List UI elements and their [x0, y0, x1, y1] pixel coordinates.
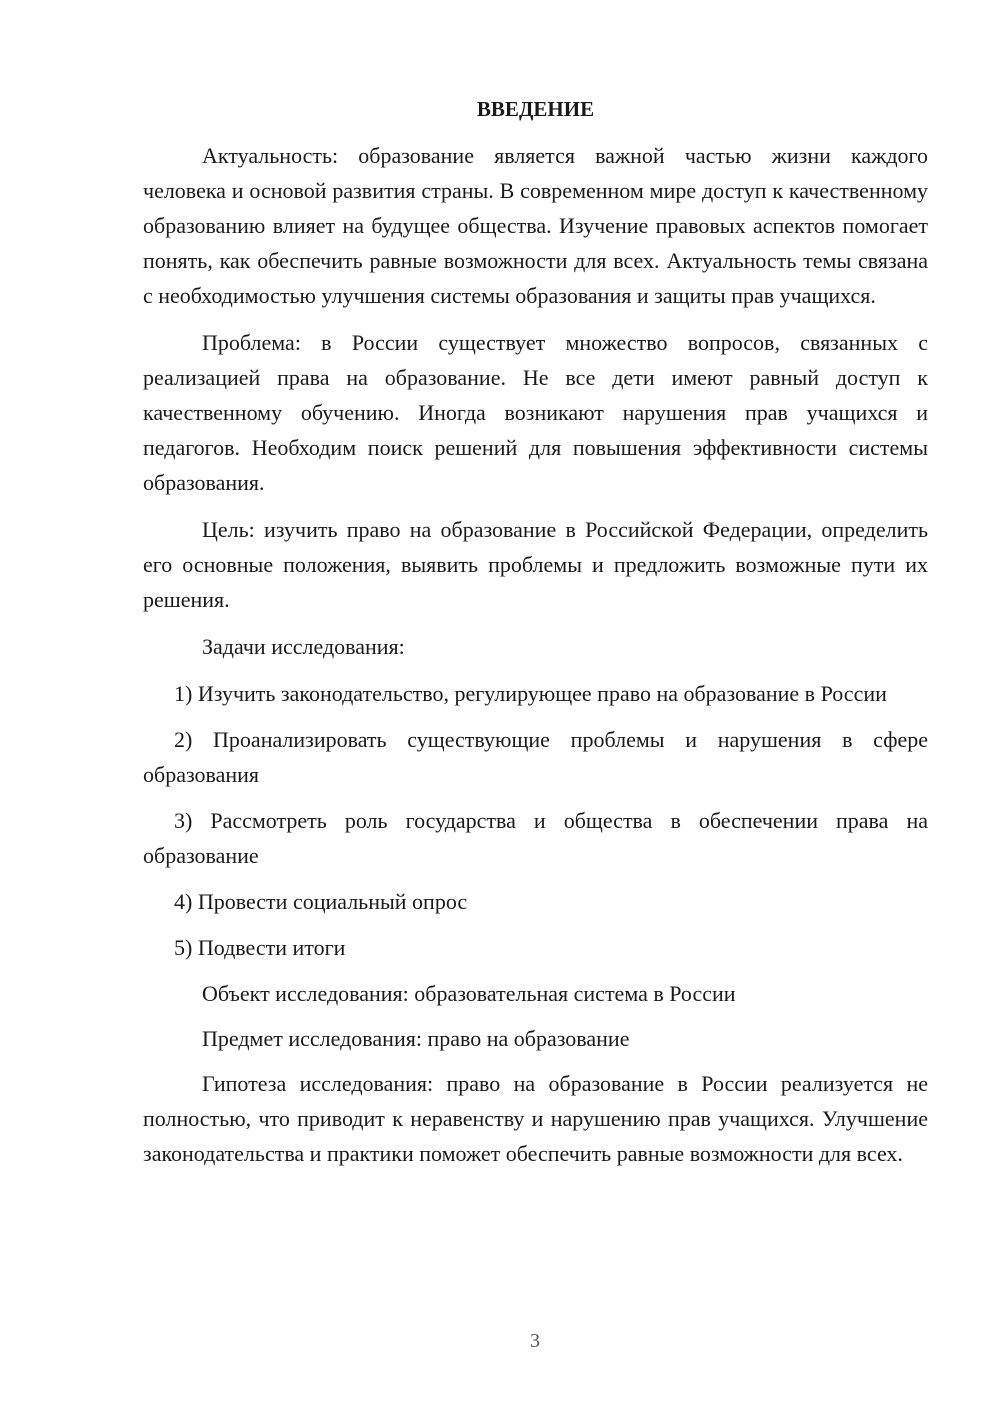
document-page — [143, 92, 928, 1183]
paragraph-object: Объект исследования: образовательная система в России — [202, 981, 736, 1006]
tasks-heading: Задачи исследования: — [202, 634, 405, 659]
tasks-list — [143, 676, 928, 965]
list-item: 1) Изучить законодательство, регулирующее право на образование в России — [174, 681, 887, 706]
list-item: 5) Подвести итоги — [174, 935, 346, 960]
list-item: 2) Проанализировать существующие проблемы и нарушения в сфере образования — [143, 727, 928, 787]
list-item: 4) Провести социальный опрос — [174, 889, 468, 914]
list-item: 3) Рассмотреть роль государства и общества в обеспечении права на образование — [143, 808, 928, 868]
paragraph-hypothesis: Гипотеза исследования: право на образование в России реализуется не полностью, что приводит к неравенству и нарушению прав учащихся. Улучшение законодательства и практики поможет обеспечить равные возможности для всех. — [143, 1071, 928, 1166]
paragraph-subject: Предмет исследования: право на образование — [202, 1026, 630, 1051]
page-title: ВВЕДЕНИЕ — [476, 97, 595, 121]
page-number: 3 — [530, 1330, 540, 1352]
paragraph-problem: Проблема: в России существует множество вопросов, связанных с реализацией права на образование. Не все дети имеют равный доступ к качественному обучению. Иногда возникают нарушения прав учащихся и педагогов. Необходим поиск решений для повышения эффективности системы образования. — [143, 330, 928, 495]
paragraph-relevance: Актуальность: образование является важной частью жизни каждого человека и основой развития страны. В современном мире доступ к качественному образованию влияет на будущее общества. Изучение правовых аспектов помогает понять, как обеспечить равные возможности для всех. Актуальность темы связана с необходимостью улучшения системы образования и защиты прав учащихся. — [143, 143, 928, 308]
paragraph-goal: Цель: изучить право на образование в Российской Федерации, определить его основные положения, выявить проблемы и предложить возможные пути их решения. — [143, 517, 928, 612]
